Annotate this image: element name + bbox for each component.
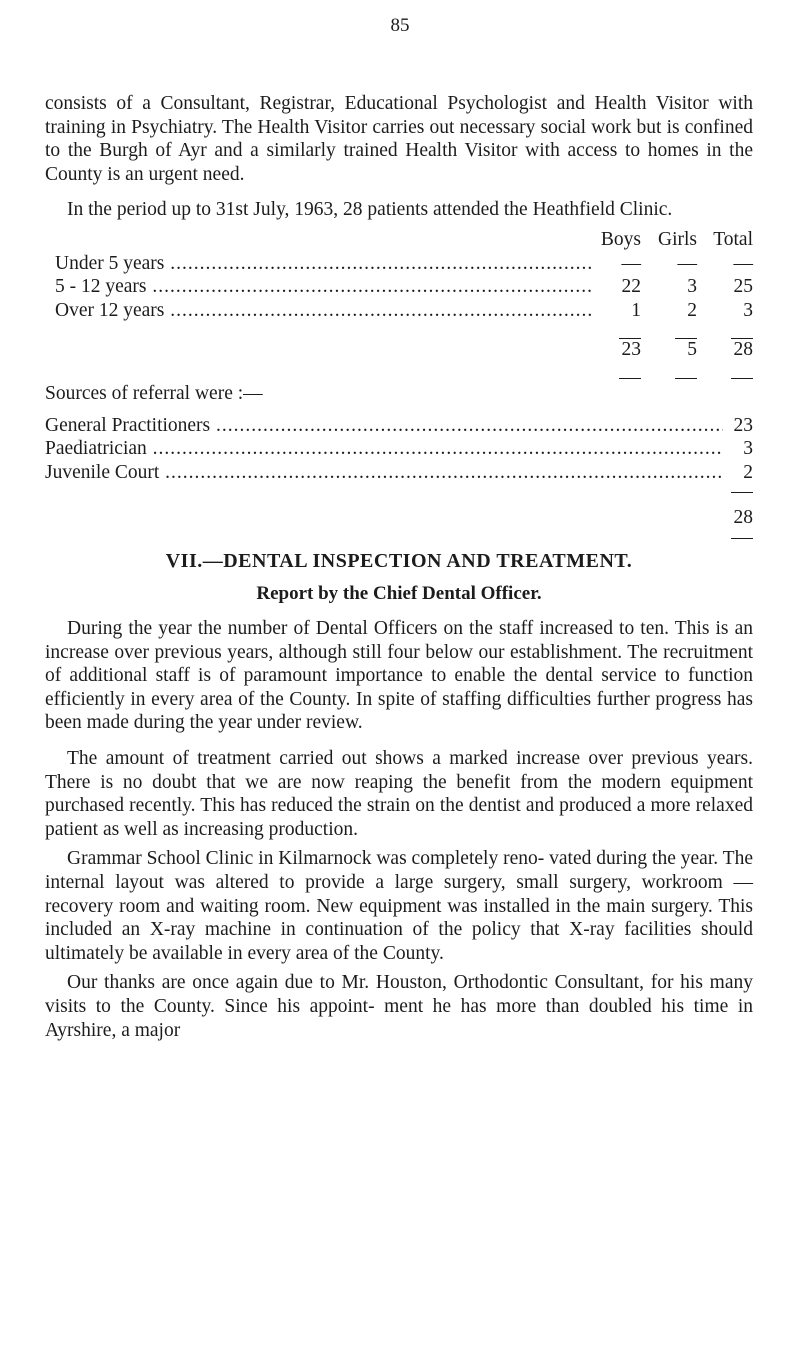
rule-row (45, 484, 753, 500)
table-row (45, 252, 753, 276)
totals-row (45, 338, 753, 362)
referral-table (45, 414, 753, 546)
dental-paragraph-4: Our thanks are once again due to Mr. Houston, Orthodontic Consultant, for his many visits to the County. Since his appoint- ment he has more than doubled his time in Ayrshire, a major (45, 972, 753, 1041)
row-total: 25 (733, 276, 753, 298)
total-total: 28 (733, 339, 753, 361)
table-row (45, 437, 753, 461)
total-girls: 5 (687, 339, 697, 361)
row-boys: 22 (621, 276, 641, 298)
row-label: Juvenile Court ..... (45, 461, 723, 485)
table-row (45, 275, 753, 299)
row-girls: 2 (687, 299, 697, 321)
row-label: General Practitioners ..... (45, 414, 723, 438)
row-value: 23 (733, 414, 753, 436)
table-row (45, 461, 753, 485)
rule-row (45, 530, 753, 546)
row-label: Paediatrician ..... (45, 437, 723, 461)
row-girls: — (677, 252, 697, 274)
table-row (45, 414, 753, 438)
rule-row (45, 362, 753, 378)
attendance-header-row (45, 228, 753, 252)
row-total: — (733, 252, 753, 274)
attendance-table (45, 228, 753, 378)
row-label: Under 5 years ..... (55, 252, 593, 276)
table-row (45, 299, 753, 323)
row-boys: — (621, 252, 641, 274)
header-girls: Girls (658, 228, 697, 250)
row-boys: 1 (631, 299, 641, 321)
section-heading: VII.—DENTAL INSPECTION AND TREATMENT. (165, 549, 633, 572)
row-label: Over 12 years ..... (55, 299, 593, 323)
header-total: Total (713, 228, 753, 250)
intro-paragraph-1: consists of a Consultant, Registrar, Educational Psychologist and Health Visitor with training in Psychiatry. The Health Visitor carries out necessary social work but is confined to the Burgh of Ayr and a similarly trained Health Visitor with access to homes in the County is an urgent need. (45, 93, 753, 185)
total-boys: 23 (621, 339, 641, 361)
referral-total: 28 (733, 507, 753, 529)
totals-row (45, 506, 753, 530)
dental-paragraph-1: During the year the number of Dental Officers on the staff increased to ten. This is an increase over previous years, although still four below our establishment. The recruitment of additional staff is of paramount importance to enable the dental service to function efficiently in every area of the County. In spite of staffing difficulties further progress has been made during the year under review. (45, 618, 753, 734)
dental-paragraph-2: The amount of treatment carried out shows a marked increase over previous years. There is no doubt that we are now reaping the benefit from the modern equipment purchased recently. This has reduced the strain on the dentist and produced a more relaxed patient as well as increasing production. (45, 748, 753, 840)
row-value: 2 (743, 461, 753, 483)
page-content (45, 92, 753, 1042)
page-number: 85 (390, 15, 410, 36)
row-total: 3 (743, 299, 753, 321)
rule-row (45, 322, 753, 338)
row-girls: 3 (687, 276, 697, 298)
dental-paragraph-3: Grammar School Clinic in Kilmarnock was completely reno- vated during the year. The internal layout was altered to provide a large surgery, small surgery, workroom — recovery room and waiting room. New equipment was installed in the main surgery. This included an X-ray machine in continuation of the policy that X-ray facilities should ultimately be available in every area of the County. (45, 848, 753, 964)
row-value: 3 (743, 438, 753, 460)
row-label: 5 - 12 years ..... (55, 275, 593, 299)
section-subheading: Report by the Chief Dental Officer. (256, 582, 542, 604)
intro-paragraph-2: In the period up to 31st July, 1963, 28 patients attended the Heathfield Clinic. (67, 199, 673, 221)
header-boys: Boys (600, 228, 641, 250)
referral-intro: Sources of referral were :— (45, 382, 263, 404)
